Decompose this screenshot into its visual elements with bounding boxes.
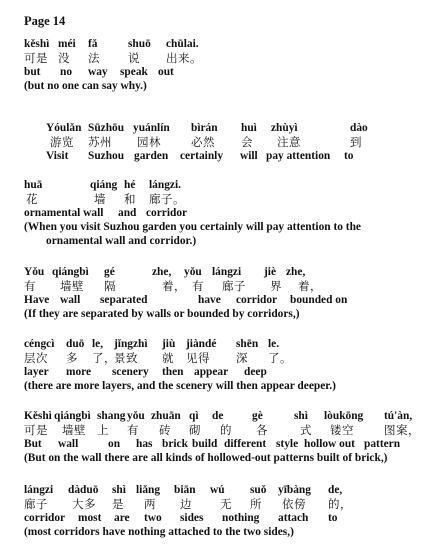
- english-word: to: [344, 150, 354, 162]
- paragraph-2: [46, 122, 417, 163]
- english-word: Visit: [46, 150, 69, 162]
- translation-line: (there are more layers, and the scenery will then appear deeper.): [24, 380, 336, 392]
- hanzi-line: [24, 192, 417, 206]
- pinyin-word: yībàng: [278, 484, 311, 496]
- english-word: build: [192, 438, 218, 450]
- hanzi-word: 上: [97, 423, 109, 437]
- english-line: [24, 65, 417, 79]
- english-word: But: [24, 438, 42, 450]
- hanzi-word: 廊子: [222, 279, 246, 293]
- english-word: out: [158, 66, 174, 78]
- english-word: brick: [162, 438, 188, 450]
- english-word: pattern: [364, 438, 401, 450]
- english-word: wall: [60, 294, 81, 306]
- english-word: hollow out: [304, 438, 355, 450]
- paragraph-1: [24, 38, 417, 93]
- hanzi-word: 到: [350, 135, 362, 149]
- pinyin-line: [24, 484, 417, 497]
- translation-line: ornamental wall and corridor.): [46, 235, 197, 247]
- pinyin-word: qiáng: [90, 179, 118, 191]
- hanzi-word: 式: [300, 423, 312, 437]
- pinyin-word: lángzi: [24, 484, 54, 496]
- hanzi-word: 深: [236, 351, 248, 365]
- pinyin-word: tú'àn,: [384, 410, 413, 422]
- pinyin-word: jǐngzhì: [114, 338, 148, 350]
- pinyin-word: jiàndé: [186, 338, 217, 350]
- english-word: scenery: [112, 366, 149, 378]
- english-word: wall: [58, 438, 79, 450]
- hanzi-word: 大多: [72, 497, 96, 511]
- english-word: appear: [194, 366, 229, 378]
- paragraph-3: [24, 179, 417, 248]
- hanzi-word: 和: [124, 192, 136, 206]
- pinyin-word: wú: [210, 484, 225, 496]
- english-word: attach: [278, 512, 309, 524]
- pinyin-word: le.: [268, 338, 280, 350]
- english-word: most: [78, 512, 102, 524]
- hanzi-word: 见得: [186, 351, 210, 365]
- hanzi-line: [24, 279, 417, 293]
- pinyin-word: méi: [58, 38, 76, 50]
- english-word: garden: [134, 150, 169, 162]
- hanzi-line: [24, 497, 417, 511]
- english-word: ornamental wall: [24, 207, 104, 219]
- hanzi-line: [24, 51, 417, 65]
- pinyin-word: duō: [66, 338, 85, 350]
- pinyin-word: zhuān: [151, 410, 181, 422]
- pinyin-word: dàduō: [68, 484, 99, 496]
- english-line: [24, 511, 417, 525]
- english-word: speak: [120, 66, 148, 78]
- english-word: corridor: [146, 207, 188, 219]
- english-word: and: [118, 207, 137, 219]
- english-word: different: [224, 438, 267, 450]
- hanzi-word: 就: [162, 351, 174, 365]
- pinyin-word: biān: [174, 484, 196, 496]
- english-word: corridor: [236, 294, 278, 306]
- hanzi-word: 着，: [298, 279, 322, 293]
- hanzi-word: 有: [24, 279, 36, 293]
- pinyin-word: zhe,: [152, 266, 172, 278]
- pinyin-word: bìrán: [191, 122, 218, 134]
- pinyin-word: hé: [124, 179, 136, 191]
- paragraph-7: [24, 484, 417, 539]
- pinyin-word: chūlai.: [166, 38, 199, 50]
- hanzi-word: 层次: [24, 351, 48, 365]
- hanzi-word: 游览: [50, 135, 74, 149]
- pinyin-line: [46, 122, 417, 135]
- english-word: but: [24, 66, 41, 78]
- pinyin-word: yǒu: [127, 410, 145, 422]
- pinyin-line: [24, 410, 417, 423]
- english-word: sides: [180, 512, 204, 524]
- hanzi-word: 法: [88, 51, 100, 65]
- english-word: no: [60, 66, 73, 78]
- english-word: corridor: [24, 512, 66, 524]
- pinyin-word: lòukōng: [324, 410, 364, 422]
- pinyin-word: qiángbì: [54, 410, 91, 422]
- english-word: Have: [24, 294, 50, 306]
- hanzi-word: 无: [220, 497, 232, 511]
- english-word: nothing: [222, 512, 260, 524]
- hanzi-word: 是: [112, 497, 124, 511]
- page-title: Page 14: [24, 14, 66, 28]
- pinyin-word: shang: [97, 410, 126, 422]
- english-word: way: [88, 66, 108, 78]
- pinyin-word: shēn: [236, 338, 259, 350]
- hanzi-word: 砌: [189, 423, 201, 437]
- hanzi-word: 隔: [104, 279, 116, 293]
- pinyin-word: huā: [24, 179, 43, 191]
- pinyin-word: Yóulǎn: [46, 122, 82, 134]
- hanzi-word: 墙壁: [62, 423, 86, 437]
- hanzi-word: 两: [144, 497, 156, 511]
- hanzi-word: 苏州: [88, 135, 112, 149]
- paragraph-4: [24, 266, 417, 321]
- hanzi-word: 边: [180, 497, 192, 511]
- pinyin-word: qiángbì: [52, 266, 89, 278]
- english-word: bounded on: [290, 294, 348, 306]
- hanzi-word: 多: [66, 351, 78, 365]
- hanzi-word: 界: [270, 279, 282, 293]
- hanzi-word: 可是: [24, 51, 48, 65]
- hanzi-line: [46, 135, 417, 149]
- hanzi-line: [24, 423, 420, 437]
- pinyin-word: suǒ: [250, 484, 267, 496]
- english-word: are: [114, 512, 130, 524]
- pinyin-word: yuánlín: [133, 122, 170, 134]
- hanzi-word: 园林: [137, 135, 161, 149]
- hanzi-word: 了。: [268, 351, 292, 365]
- hanzi-word: 廊子。: [149, 192, 185, 206]
- hanzi-word: 有: [127, 423, 139, 437]
- hanzi-word: 有: [192, 279, 204, 293]
- hanzi-word: 墙壁: [60, 279, 84, 293]
- hanzi-word: 景致: [114, 351, 138, 365]
- hanzi-word: 镂空: [330, 423, 354, 437]
- hanzi-word: 的: [220, 423, 232, 437]
- pinyin-word: shì: [294, 410, 308, 422]
- hanzi-word: 依傍: [282, 497, 306, 511]
- pinyin-word: kěshì: [24, 38, 50, 50]
- pinyin-word: liǎng: [136, 484, 161, 496]
- pinyin-line: [24, 179, 417, 192]
- pinyin-line: [24, 266, 417, 279]
- english-word: then: [162, 366, 184, 378]
- english-line: [24, 365, 417, 379]
- english-word: deep: [244, 366, 267, 378]
- pinyin-word: shuō: [128, 38, 151, 50]
- english-line: [46, 149, 417, 163]
- pinyin-word: lángzi.: [149, 179, 181, 191]
- pinyin-word: yǒu: [184, 266, 202, 278]
- english-word: have: [198, 294, 221, 306]
- english-word: will: [240, 150, 258, 162]
- pinyin-word: jiè: [264, 266, 277, 278]
- pinyin-word: dào: [350, 122, 368, 134]
- hanzi-word: 了，: [92, 351, 116, 365]
- hanzi-word: 墙: [94, 192, 106, 206]
- hanzi-word: 砖: [159, 423, 171, 437]
- pinyin-word: fǎ: [88, 38, 98, 50]
- english-word: more: [66, 366, 92, 378]
- english-line: [24, 437, 417, 451]
- pinyin-word: zhùyì: [271, 122, 298, 134]
- english-word: on: [108, 438, 121, 450]
- hanzi-word: 着，: [162, 279, 186, 293]
- english-word: separated: [100, 294, 148, 306]
- hanzi-word: 廊子: [24, 497, 48, 511]
- hanzi-word: 的，: [328, 497, 352, 511]
- english-line: [24, 206, 417, 220]
- pinyin-word: Sūzhōu: [88, 122, 125, 134]
- english-word: two: [144, 512, 162, 524]
- pinyin-word: céngcì: [24, 338, 55, 350]
- hanzi-word: 必然: [191, 135, 215, 149]
- pinyin-word: qì: [189, 410, 199, 422]
- pinyin-word: Kěshì: [24, 410, 52, 422]
- paragraph-6: [24, 410, 420, 465]
- pinyin-line: [24, 338, 417, 351]
- english-word: has: [136, 438, 153, 450]
- paragraph-5: [24, 338, 417, 393]
- hanzi-word: 花: [26, 192, 38, 206]
- hanzi-word: 没: [58, 51, 70, 65]
- english-word: Suzhou: [88, 150, 125, 162]
- english-word: style: [276, 438, 299, 450]
- pinyin-word: huì: [241, 122, 257, 134]
- pinyin-word: de,: [328, 484, 343, 496]
- pinyin-word: zhe,: [286, 266, 306, 278]
- english-line: [24, 293, 417, 307]
- hanzi-word: 注意: [277, 135, 301, 149]
- hanzi-word: 说: [128, 51, 140, 65]
- english-word: to: [328, 512, 338, 524]
- translation-line: (but no one can say why.): [24, 80, 147, 92]
- hanzi-word: 会: [241, 135, 253, 149]
- hanzi-word: 出来。: [166, 51, 202, 65]
- pinyin-word: lángzi: [212, 266, 242, 278]
- pinyin-word: Yǒu: [24, 266, 45, 278]
- translation-line: (But on the wall there are all kinds of hollowed-out patterns built of brick,): [24, 452, 388, 464]
- english-word: layer: [24, 366, 49, 378]
- pinyin-word: gé: [104, 266, 115, 278]
- hanzi-word: 可是: [24, 423, 48, 437]
- pinyin-word: shì: [112, 484, 126, 496]
- hanzi-word: 图案，: [384, 423, 420, 437]
- pinyin-word: gè: [252, 410, 263, 422]
- translation-line: (If they are separated by walls or bounded by corridors,): [24, 308, 300, 320]
- pinyin-line: [24, 38, 417, 51]
- english-word: pay attention: [266, 150, 331, 162]
- hanzi-word: 所: [250, 497, 262, 511]
- translation-line: (most corridors have nothing attached to the two sides,): [24, 526, 294, 538]
- pinyin-word: jiù: [162, 338, 176, 350]
- translation-line: (When you visit Suzhou garden you certainly will pay attention to the: [24, 221, 361, 233]
- pinyin-word: de: [212, 410, 224, 422]
- english-word: certainly: [180, 150, 224, 162]
- hanzi-line: [24, 351, 417, 365]
- pinyin-word: le,: [92, 338, 104, 350]
- hanzi-word: 各: [256, 423, 268, 437]
